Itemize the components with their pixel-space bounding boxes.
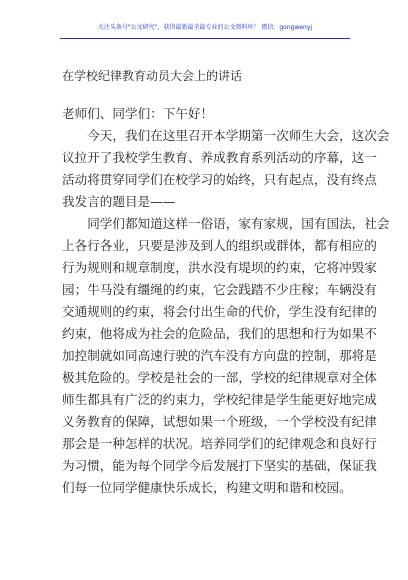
header-banner: 关注头条号"公文研究"，获得最新最全最专业的公文资料库！ 微信：gongwenyj (60, 22, 350, 39)
text-line: 极其危险的。学校是社会的一部，学校的纪律规章对全体 (62, 370, 377, 385)
text-line: 约束，他将成为社会的危险品，我们的思想和行为如果不 (62, 326, 377, 341)
text-line: 上各行各业，只要是涉及到人的组织或群体，都有相应的 (62, 238, 377, 253)
text-line: 同学们都知道这样一俗语，家有家规，国有国法，社会 (62, 216, 390, 231)
text-line: 议拉开了我校学生教育、养成教育系列活动的序幕，这一 (62, 150, 377, 165)
text-line: 加控制就如同高速行驶的汽车没有方向盘的控制，那将是 (62, 348, 377, 363)
text-line: 我发言的题目是—— (62, 194, 176, 209)
document-body (62, 103, 390, 499)
paragraph-2 (62, 213, 390, 499)
paragraph-1 (62, 125, 390, 213)
text-line: 今天，我们在这里召开本学期第一次师生大会，这次会 (62, 128, 390, 143)
text-line: 们每一位同学健康快乐成长，构建文明和谐和校园。 (62, 480, 352, 495)
text-line: 义务教育的保障，试想如果一个班级，一个学校没有纪律 (62, 414, 377, 429)
text-line: 那会是一种怎样的状况。培养同学们的纪律观念和良好行 (62, 436, 377, 451)
text-line: 园；牛马没有缰绳的约束，它会践踏不少庄稼；车辆没有 (62, 282, 377, 297)
text-line: 行为规则和规章制度，洪水没有堤坝的约束，它将冲毁家 (62, 260, 377, 275)
text-line: 为习惯，能为每个同学今后发展打下坚实的基础，保证我 (62, 458, 377, 473)
text-line: 活动将贯穿同学们在校学习的始终，只有起点，没有终点 (62, 172, 377, 187)
document-title: 在学校纪律教育动员大会上的讲话 (62, 69, 243, 83)
greeting: 老师们、同学们：下午好！ (62, 106, 214, 121)
text-line: 师生都具有广泛的约束力，学校纪律是学生能更好地完成 (62, 392, 377, 407)
text-line: 交通规则的约束，将会付出生命的代价，学生没有纪律的 (62, 304, 377, 319)
